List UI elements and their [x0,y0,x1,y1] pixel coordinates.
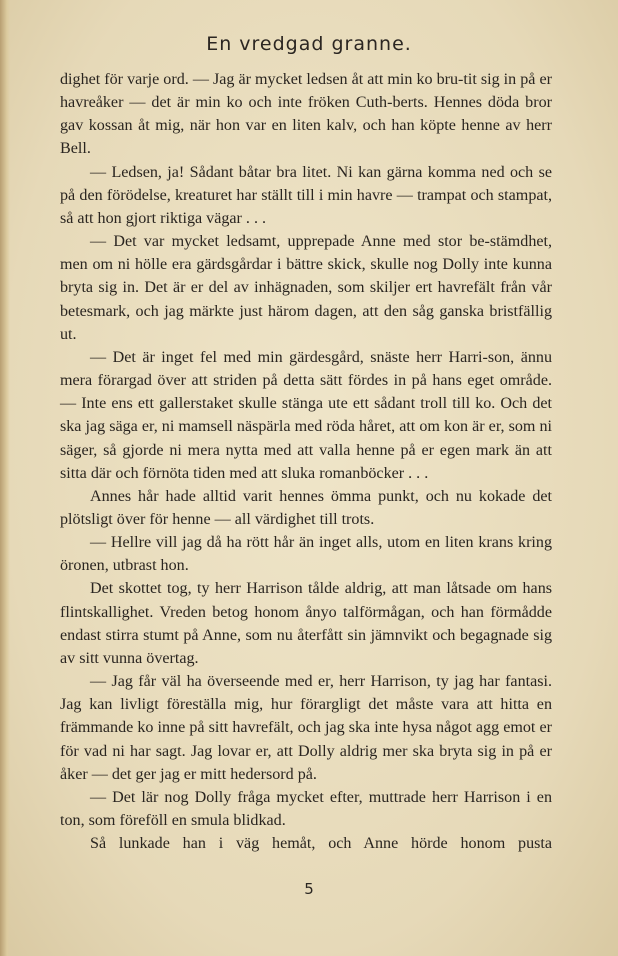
paragraph: — Det är inget fel med min gärdesgård, snäste herr Harri-son, ännu mera förargad över att striden på detta sätt fördes in på hans eget område. — Inte ens ett gallerstaket skulle stänga ute ett sådant troll till ko. Och det ska jag säga er, ni mamsell näspärla med röda håret, att om kon är er, som ni säger, så gjorde ni mera nytta med att valla henne på er egen mark än att sitta där och förnöta tiden med att sluka romanböcker . . . [60,348,552,482]
body-text [60,68,552,855]
paragraph: — Det lär nog Dolly fråga mycket efter, muttrade herr Harrison i en ton, som föreföll en smula blidkad. [60,788,552,829]
running-header: En vredgad granne. [206,33,412,55]
page-edge-shadow [0,0,10,956]
paragraph: — Jag får väl ha överseende med er, herr Harrison, ty jag har fantasi. Jag kan livligt föreställa mig, hur förargligt det måste vara att hitta en främmande ko inne på sitt havrefält, och jag ska inte hysa något agg emot er för vad ni har sagt. Jag lovar er, att Dolly aldrig mer ska bryta sig in på er åker — det ger jag er mitt hedersord på. [60,673,552,783]
paragraph: Så lunkade han i väg hemåt, och Anne hörde honom pusta [90,835,552,853]
paragraph: — Det var mycket ledsamt, upprepade Anne med stor be-stämdhet, men om ni hölle era gärdsgårdar i bättre skick, skulle nog Dolly inte kunna bryta sig in. Det är er del av inhägnaden, som skiljer ert havrefält från vår betesmark, och jag märkte just härom dagen, att den såg ganska bristfällig ut. [60,233,552,343]
paragraph: dighet för varje ord. — Jag är mycket ledsen åt att min ko bru-tit sig in på er havreåker — det är min ko och inte fröken Cuth-berts. Hennes döda bror gav kossan åt mig, när hon var en liten kalv, och han köpte henne av herr Bell. [60,71,552,158]
paragraph: — Ledsen, ja! Sådant båtar bra litet. Ni kan gärna komma ned och se på den förödelse, kreaturet har ställt till i min havre — trampat och stampat, så att hon gjort riktiga vägar . . . [60,163,552,227]
paragraph: Det skottet tog, ty herr Harrison tålde aldrig, att man låtsade om hans flintskallighet. Vreden betog honom ånyo talförmågan, och han förmådde endast stirra stumt på Anne, som nu återfått sin jämnvikt och begagnade sig av sitt vunna övertag. [60,580,552,667]
paragraph: Annes hår hade alltid varit hennes ömma punkt, och nu kokade det plötsligt över för henne — all värdighet till trots. [60,487,552,528]
page-number: 5 [304,880,314,898]
paragraph: — Hellre vill jag då ha rött hår än inget alls, utom en liten krans kring öronen, utbrast hon. [60,534,552,575]
